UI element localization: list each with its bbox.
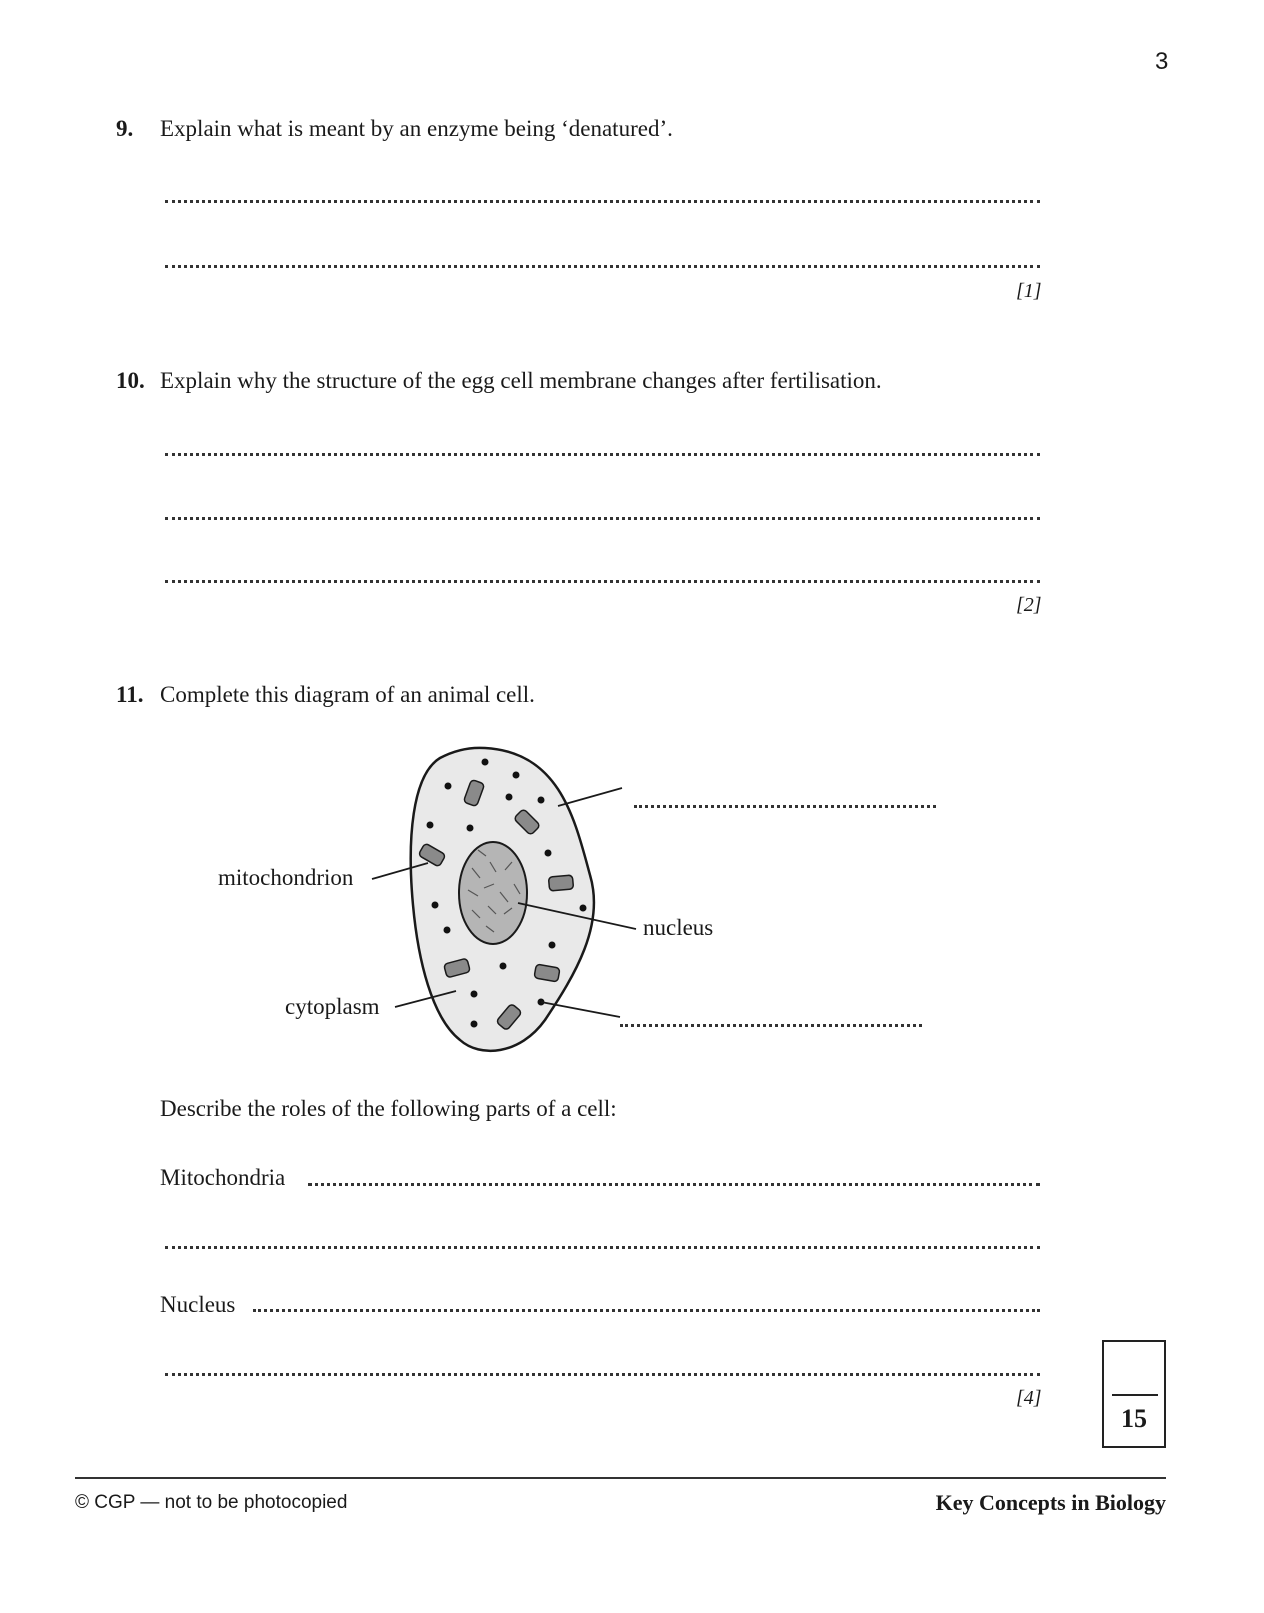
question-text: Explain why the structure of the egg cell membrane changes after fertilisation.: [160, 368, 882, 393]
diagram-label-blank-membrane[interactable]: [634, 805, 936, 808]
q11-prompt: Describe the roles of the following parts of a cell:: [160, 1096, 617, 1121]
page-number: 3: [1155, 48, 1169, 75]
score-box[interactable]: [1102, 1340, 1166, 1448]
footer-copyright: © CGP — not to be photocopied: [75, 1492, 348, 1513]
label-nucleus: nucleus: [643, 915, 714, 940]
answer-line[interactable]: [253, 1309, 1040, 1312]
membrane-leader-line: [558, 788, 622, 806]
score-total: 15: [1121, 1404, 1147, 1433]
part-label-mitochondria: Mitochondria: [160, 1165, 286, 1190]
nucleus-shape: [459, 842, 527, 944]
marks-label: [1]: [1016, 280, 1042, 302]
label-mitochondrion: mitochondrion: [218, 865, 354, 890]
question-number: 9.: [116, 116, 134, 141]
part-label-nucleus: Nucleus: [160, 1292, 236, 1317]
marks-label: [2]: [1016, 594, 1042, 616]
label-cytoplasm: cytoplasm: [285, 994, 380, 1019]
score-divider: [1112, 1394, 1158, 1396]
mitochondrion-shape: [548, 875, 573, 891]
diagram-label-blank-ribosome[interactable]: [620, 1024, 922, 1027]
answer-line[interactable]: [308, 1183, 1040, 1186]
footer-book-title: Key Concepts in Biology: [935, 1490, 1166, 1515]
question-text: Explain what is meant by an enzyme being ‘denatured’.: [160, 116, 673, 141]
marks-label: [4]: [1016, 1387, 1042, 1409]
question-number: 11.: [116, 682, 144, 707]
answer-line[interactable]: [165, 1246, 1040, 1249]
answer-line[interactable]: [165, 1373, 1040, 1376]
question-text: Complete this diagram of an animal cell.: [160, 682, 535, 707]
footer-rule: [75, 1477, 1166, 1479]
question-number: 10.: [116, 368, 145, 393]
